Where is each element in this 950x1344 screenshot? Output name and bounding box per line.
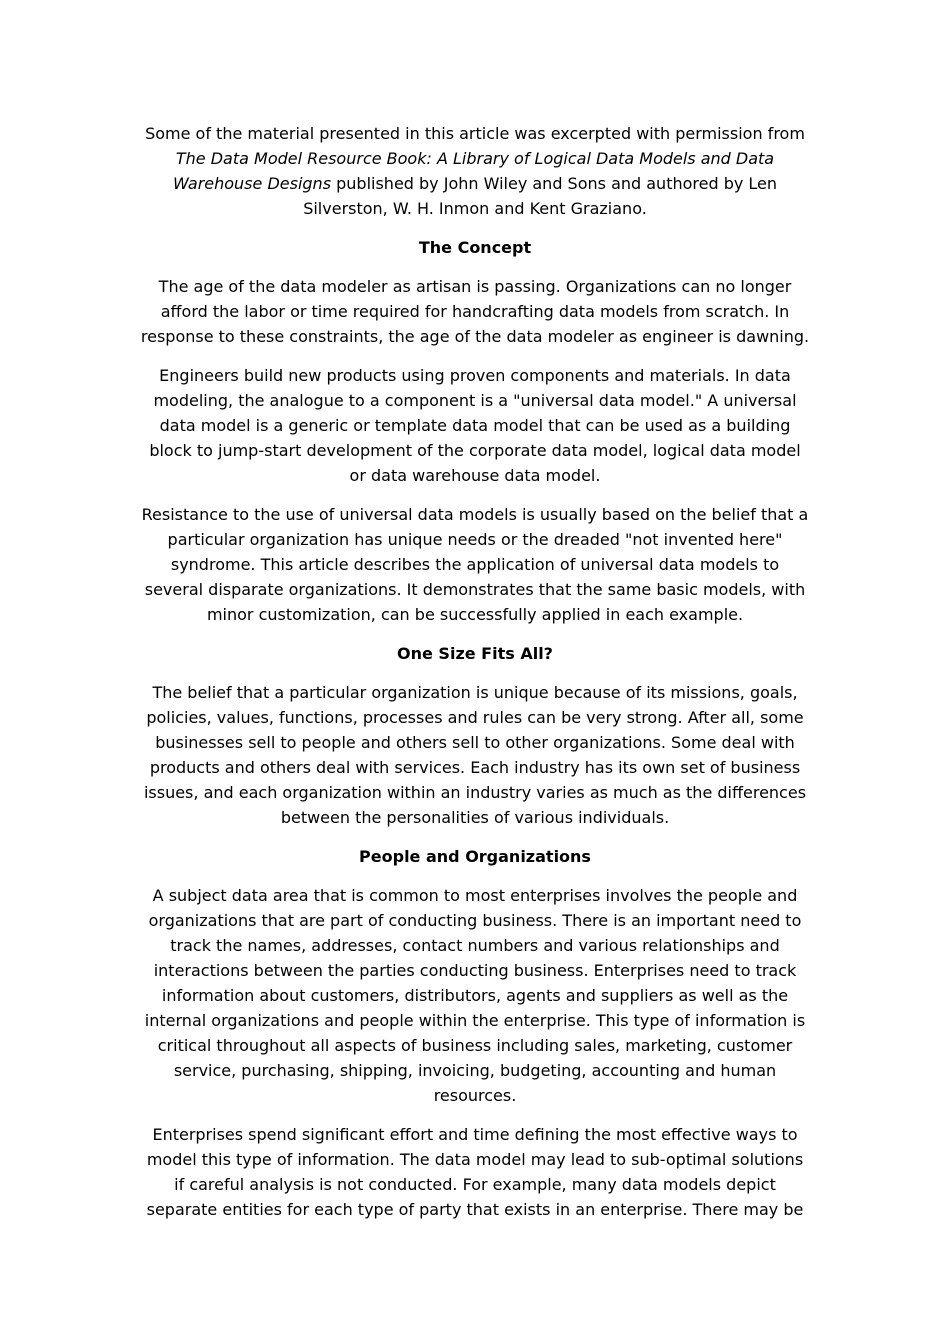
intro-text-start: Some of the material presented in this article was excerpted with permission from [145, 124, 805, 143]
concept-paragraph-1: The age of the data modeler as artisan is passing. Organizations can no longer afford the labor or time required for handcrafting data models from scratch. In response to these constraints, the age of the data modeler as engineer is dawning. [140, 277, 810, 346]
intro-paragraph [140, 121, 810, 221]
one-size-paragraph-1: The belief that a particular organization is unique because of its missions, goals, policies, values, functions, processes and rules can be very strong. After all, some businesses sell to people and others sell to other organizations. Some deal with products and others deal with services. Each industry has its own set of business issues, and each organization within an industry varies as much as the differences between the personalities of various individuals. [143, 683, 807, 827]
people-orgs-paragraph-2: Enterprises spend significant effort and time defining the most effective ways to model this type of information. The data model may lead to sub-optimal solutions if careful analysis is not conducted. For example, many data models depict separate entities for each type of party that exists in an enterprise. There may be [146, 1125, 804, 1219]
concept-paragraph-2: Engineers build new products using proven components and materials. In data modeling, the analogue to a component is a "universal data model." A universal data model is a generic or template data model that can be used as a building block to jump-start development of the corporate data model, logical data model or data warehouse data model. [149, 366, 801, 485]
intro-text-end: published by John Wiley and Sons and authored by Len Silverston, W. H. Inmon and Kent Graziano. [303, 174, 778, 218]
people-orgs-paragraph-1: A subject data area that is common to most enterprises involves the people and organizations that are part of conducting business. There is an important need to track the names, addresses, contact numbers and various relationships and interactions between the parties conducting business. Enterprises need to track information about customers, distributors, agents and suppliers as well as the internal organizations and people within the enterprise. This type of information is critical throughout all aspects of business including sales, marketing, customer service, purchasing, shipping, invoicing, budgeting, accounting and human resources. [144, 886, 806, 1105]
book-title: The Data Model Resource Book: A Library of Logical Data Models and Data Warehouse Designs [172, 149, 775, 193]
concept-paragraph-3: Resistance to the use of universal data models is usually based on the belief that a particular organization has unique needs or the dreaded "not invented here" syndrome. This article describes the application of universal data models to several disparate organizations. It demonstrates that the same basic models, with minor customization, can be successfully applied in each example. [141, 505, 809, 624]
section-heading-one-size: One Size Fits All? [397, 644, 553, 663]
document-page [140, 121, 810, 1236]
section-heading-people-orgs: People and Organizations [359, 847, 591, 866]
section-heading-concept: The Concept [418, 238, 532, 257]
